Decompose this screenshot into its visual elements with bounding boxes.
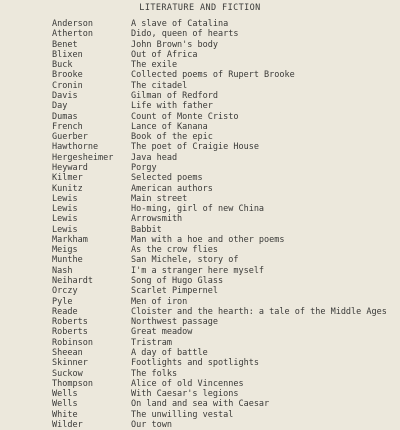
list-item — [0, 122, 400, 132]
author-name: Brooke — [52, 70, 83, 81]
book-title: Ho-ming, girl of new China — [131, 204, 265, 215]
book-title: Tristram — [131, 337, 172, 348]
book-title: On land and sea with Caesar — [131, 399, 270, 410]
list-item — [0, 132, 400, 142]
author-name: Kilmer — [52, 173, 83, 184]
list-item — [0, 204, 400, 214]
list-item — [0, 245, 400, 255]
book-title: Out of Africa — [131, 49, 198, 60]
author-name: Robinson — [52, 337, 93, 348]
book-title: Lance of Kanana — [131, 121, 208, 132]
author-name: White — [52, 409, 78, 420]
list-item — [0, 29, 400, 39]
author-name: Heyward — [52, 162, 88, 173]
list-item — [0, 369, 400, 379]
book-title: Man with a hoe and other poems — [131, 234, 285, 245]
book-title: Porgy — [131, 162, 157, 173]
book-title: Scarlet Pimpernel — [131, 286, 218, 297]
list-item — [0, 19, 400, 29]
author-name: Lewis — [52, 214, 78, 225]
author-name: Dumas — [52, 111, 78, 122]
book-title: The folks — [131, 368, 178, 379]
book-title: Gilman of Redford — [131, 90, 218, 101]
list-item — [0, 142, 400, 152]
book-title: Northwest passage — [131, 317, 218, 328]
author-name: Roberts — [52, 327, 88, 338]
book-title: Alice of old Vincennes — [131, 378, 244, 389]
author-name: Blixen — [52, 49, 83, 60]
list-item — [0, 276, 400, 286]
list-item — [0, 70, 400, 80]
list-item — [0, 379, 400, 389]
list-item — [0, 317, 400, 327]
list-item — [0, 338, 400, 348]
list-item — [0, 163, 400, 173]
list-item — [0, 153, 400, 163]
author-name: Benet — [52, 39, 78, 50]
list-item — [0, 112, 400, 122]
book-title: Java head — [131, 152, 178, 163]
author-name: Orczy — [52, 286, 78, 297]
book-title: I'm a stranger here myself — [131, 265, 265, 276]
book-title: A slave of Catalina — [131, 19, 229, 29]
author-name: Pyle — [52, 296, 73, 307]
book-list — [0, 19, 400, 430]
author-name: Nash — [52, 265, 73, 276]
book-title: Footlights and spotlights — [131, 358, 259, 369]
author-name: Hergesheimer — [52, 152, 114, 163]
list-item — [0, 184, 400, 194]
list-item — [0, 225, 400, 235]
book-title: The unwilling vestal — [131, 409, 234, 420]
book-title: San Michele, story of — [131, 255, 239, 266]
book-title: Dido, queen of hearts — [131, 29, 239, 40]
list-item — [0, 173, 400, 183]
book-title: Men of iron — [131, 296, 188, 307]
list-item — [0, 101, 400, 111]
author-name: Day — [52, 101, 68, 112]
book-title: Book of the epic — [131, 132, 213, 143]
book-title: Collected poems of Rupert Brooke — [131, 70, 295, 81]
book-title: The exile — [131, 60, 178, 71]
author-name: Anderson — [52, 19, 93, 29]
author-name: Hawthorne — [52, 142, 99, 153]
book-title: As the crow flies — [131, 245, 218, 256]
author-name: Wells — [52, 399, 78, 410]
list-item — [0, 194, 400, 204]
list-item — [0, 60, 400, 70]
author-name: Davis — [52, 90, 78, 101]
book-title: Our town — [131, 419, 172, 430]
list-item — [0, 399, 400, 409]
author-name: Reade — [52, 306, 78, 317]
book-title: John Brown's body — [131, 39, 218, 50]
book-title: Main street — [131, 193, 188, 204]
author-name: Cronin — [52, 80, 83, 91]
book-title: Selected poems — [131, 173, 203, 184]
list-item — [0, 214, 400, 224]
book-title: With Caesar's legions — [131, 389, 239, 400]
list-item — [0, 235, 400, 245]
author-name: Lewis — [52, 204, 78, 215]
book-title: A day of battle — [131, 348, 208, 358]
book-title: Great meadow — [131, 327, 193, 338]
book-title: Cloister and the hearth: a tale of the Middle Ages — [131, 306, 387, 317]
author-name: French — [52, 121, 83, 132]
book-title: Life with father — [131, 101, 213, 112]
list-item — [0, 348, 400, 358]
author-name: Neihardt — [52, 276, 93, 287]
list-item — [0, 255, 400, 265]
list-item — [0, 40, 400, 50]
author-name: Kunitz — [52, 183, 83, 194]
list-item — [0, 327, 400, 337]
author-name: Wells — [52, 389, 78, 400]
author-name: Munthe — [52, 255, 83, 266]
list-item — [0, 420, 400, 430]
author-name: Guerber — [52, 132, 88, 143]
book-title: Count of Monte Cristo — [131, 111, 239, 122]
book-title: American authors — [131, 183, 213, 194]
author-name: Sheean — [52, 348, 83, 358]
author-name: Wilder — [52, 419, 83, 430]
author-name: Buck — [52, 60, 73, 71]
list-item — [0, 297, 400, 307]
list-item — [0, 81, 400, 91]
list-item — [0, 50, 400, 60]
list-item — [0, 91, 400, 101]
list-item — [0, 389, 400, 399]
author-name: Suckow — [52, 368, 83, 379]
book-title: Arrowsmith — [131, 214, 183, 225]
book-title: Babbit — [131, 224, 162, 235]
author-name: Lewis — [52, 193, 78, 204]
author-name: Markham — [52, 234, 88, 245]
list-item — [0, 358, 400, 368]
book-title: Song of Hugo Glass — [131, 276, 224, 287]
book-title: The citadel — [131, 80, 188, 91]
author-name: Meigs — [52, 245, 78, 256]
page-heading: LITERATURE AND FICTION — [139, 3, 261, 13]
author-name: Skinner — [52, 358, 88, 369]
book-title: The poet of Craigie House — [131, 142, 259, 153]
list-item — [0, 286, 400, 296]
list-item — [0, 266, 400, 276]
author-name: Thompson — [52, 378, 93, 389]
author-name: Roberts — [52, 317, 88, 328]
author-name: Lewis — [52, 224, 78, 235]
list-item — [0, 410, 400, 420]
list-item — [0, 307, 400, 317]
author-name: Atherton — [52, 29, 93, 40]
